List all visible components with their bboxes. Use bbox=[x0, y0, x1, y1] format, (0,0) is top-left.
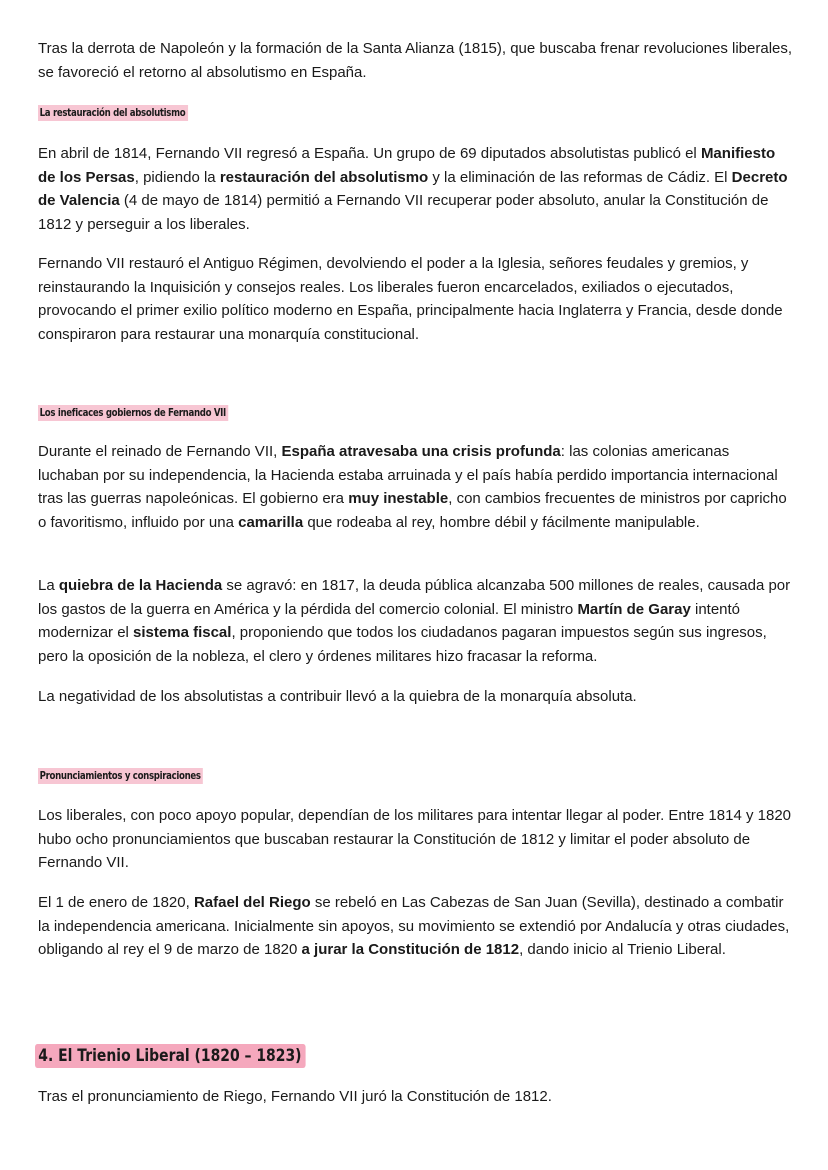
restauracion-paragraph-2: Fernando VII restauró el Antiguo Régimen, devolviendo el poder a la Iglesia, señores feudales y gremios, y reinstaurando la Inquisición y consejos reales. Los liberales fueron encarcelados, exiliados o ejecutados, provocando el primer exilio político moderno en España, principalmente hacia Inglaterra y Francia, desde donde conspiraron para restaurar una monarquía constitucional. bbox=[38, 255, 783, 343]
gobiernos-paragraph-1: Durante el reinado de Fernando VII, España atravesaba una crisis profunda: las colonias americanas luchaban por su independencia, la Hacienda estaba arruinada y el país había perdido importancia internacional tras las guerras napoleónicas. El gobierno era muy inestable, con cambios frecuentes de ministros por capricho o favoritismo, influido por una camarilla que rodeaba al rey, hombre débil y fácilmente manipulable. bbox=[38, 443, 787, 531]
bold-quiebra-hacienda: quiebra de la Hacienda bbox=[58, 577, 223, 594]
bold-rafael-riego: Rafael del Riego bbox=[193, 894, 311, 911]
bold-decreto-valencia: Decreto de Valencia bbox=[38, 168, 788, 209]
bold-crisis-profunda: España atravesaba una crisis profunda bbox=[281, 443, 561, 460]
intro-paragraph: Tras la derrota de Napoleón y la formación de la Santa Alianza (1815), que buscaba frenar revoluciones liberales, se favoreció el retorno al absolutismo en España. bbox=[38, 40, 793, 81]
section-heading-trienio-liberal: 4. El Trienio Liberal (1820 – 1823) bbox=[35, 1044, 306, 1068]
bold-muy-inestable: muy inestable bbox=[348, 490, 449, 507]
pronunciamientos-paragraph-2: El 1 de enero de 1820, Rafael del Riego se rebeló en Las Cabezas de San Juan (Sevilla), destinado a combatir la independencia americana. Inicialmente sin apoyos, su movimiento se extendió por Andalucía y otras ciudades, obligando al rey el 9 de marzo de 1820 a jurar la Constitución de 1812, dando inicio al Trienio Liberal. bbox=[38, 894, 790, 958]
bold-sistema-fiscal: sistema fiscal bbox=[133, 624, 232, 641]
section-heading-restauracion: La restauración del absolutismo bbox=[38, 105, 188, 121]
trienio-paragraph-1: Tras el pronunciamiento de Riego, Fernando VII juró la Constitución de 1812. bbox=[38, 1088, 552, 1105]
section-heading-gobiernos: Los ineficaces gobiernos de Fernando VII bbox=[38, 405, 228, 421]
bold-restauracion-absolutismo: restauración del absolutismo bbox=[219, 168, 429, 186]
bold-jurar-constitucion: a jurar la Constitución de 1812 bbox=[301, 941, 520, 958]
gobiernos-paragraph-2: La quiebra de la Hacienda se agravó: en 1817, la deuda pública alcanzaba 500 millones de reales, causada por los gastos de la guerra en América y la pérdida del comercio colonial. El ministro Martín de Garay intentó modernizar el sistema fiscal, proponiendo que todos los ciudadanos pagaran impuestos según sus ingresos, pero la oposición de la nobleza, el clero y órdenes militares hizo fracasar la reforma. bbox=[38, 577, 791, 665]
bold-manifiesto-persas: Manifiesto de los Persas bbox=[38, 145, 776, 186]
section-heading-pronunciamientos: Pronunciamientos y conspiraciones bbox=[38, 768, 203, 784]
gobiernos-paragraph-3: La negatividad de los absolutistas a contribuir llevó a la quiebra de la monarquía absoluta. bbox=[38, 688, 637, 705]
bold-camarilla: camarilla bbox=[238, 513, 304, 531]
pronunciamientos-paragraph-1: Los liberales, con poco apoyo popular, dependían de los militares para intentar llegar al poder. Entre 1814 y 1820 hubo ocho pronunciamientos que buscaban restaurar la Constitución de 1812 y limitar el poder absoluto de Fernando VII. bbox=[38, 807, 792, 871]
bold-martin-garay: Martín de Garay bbox=[577, 600, 691, 618]
restauracion-paragraph-1: En abril de 1814, Fernando VII regresó a España. Un grupo de 69 diputados absolutistas publicó el Manifiesto de los Persas, pidiendo la restauración del absolutismo y la eliminación de las reformas de Cádiz. El Decreto de Valencia (4 de mayo de 1814) permitió a Fernando VII recuperar poder absoluto, anular la Constitución de 1812 y perseguir a los liberales. bbox=[38, 145, 788, 233]
